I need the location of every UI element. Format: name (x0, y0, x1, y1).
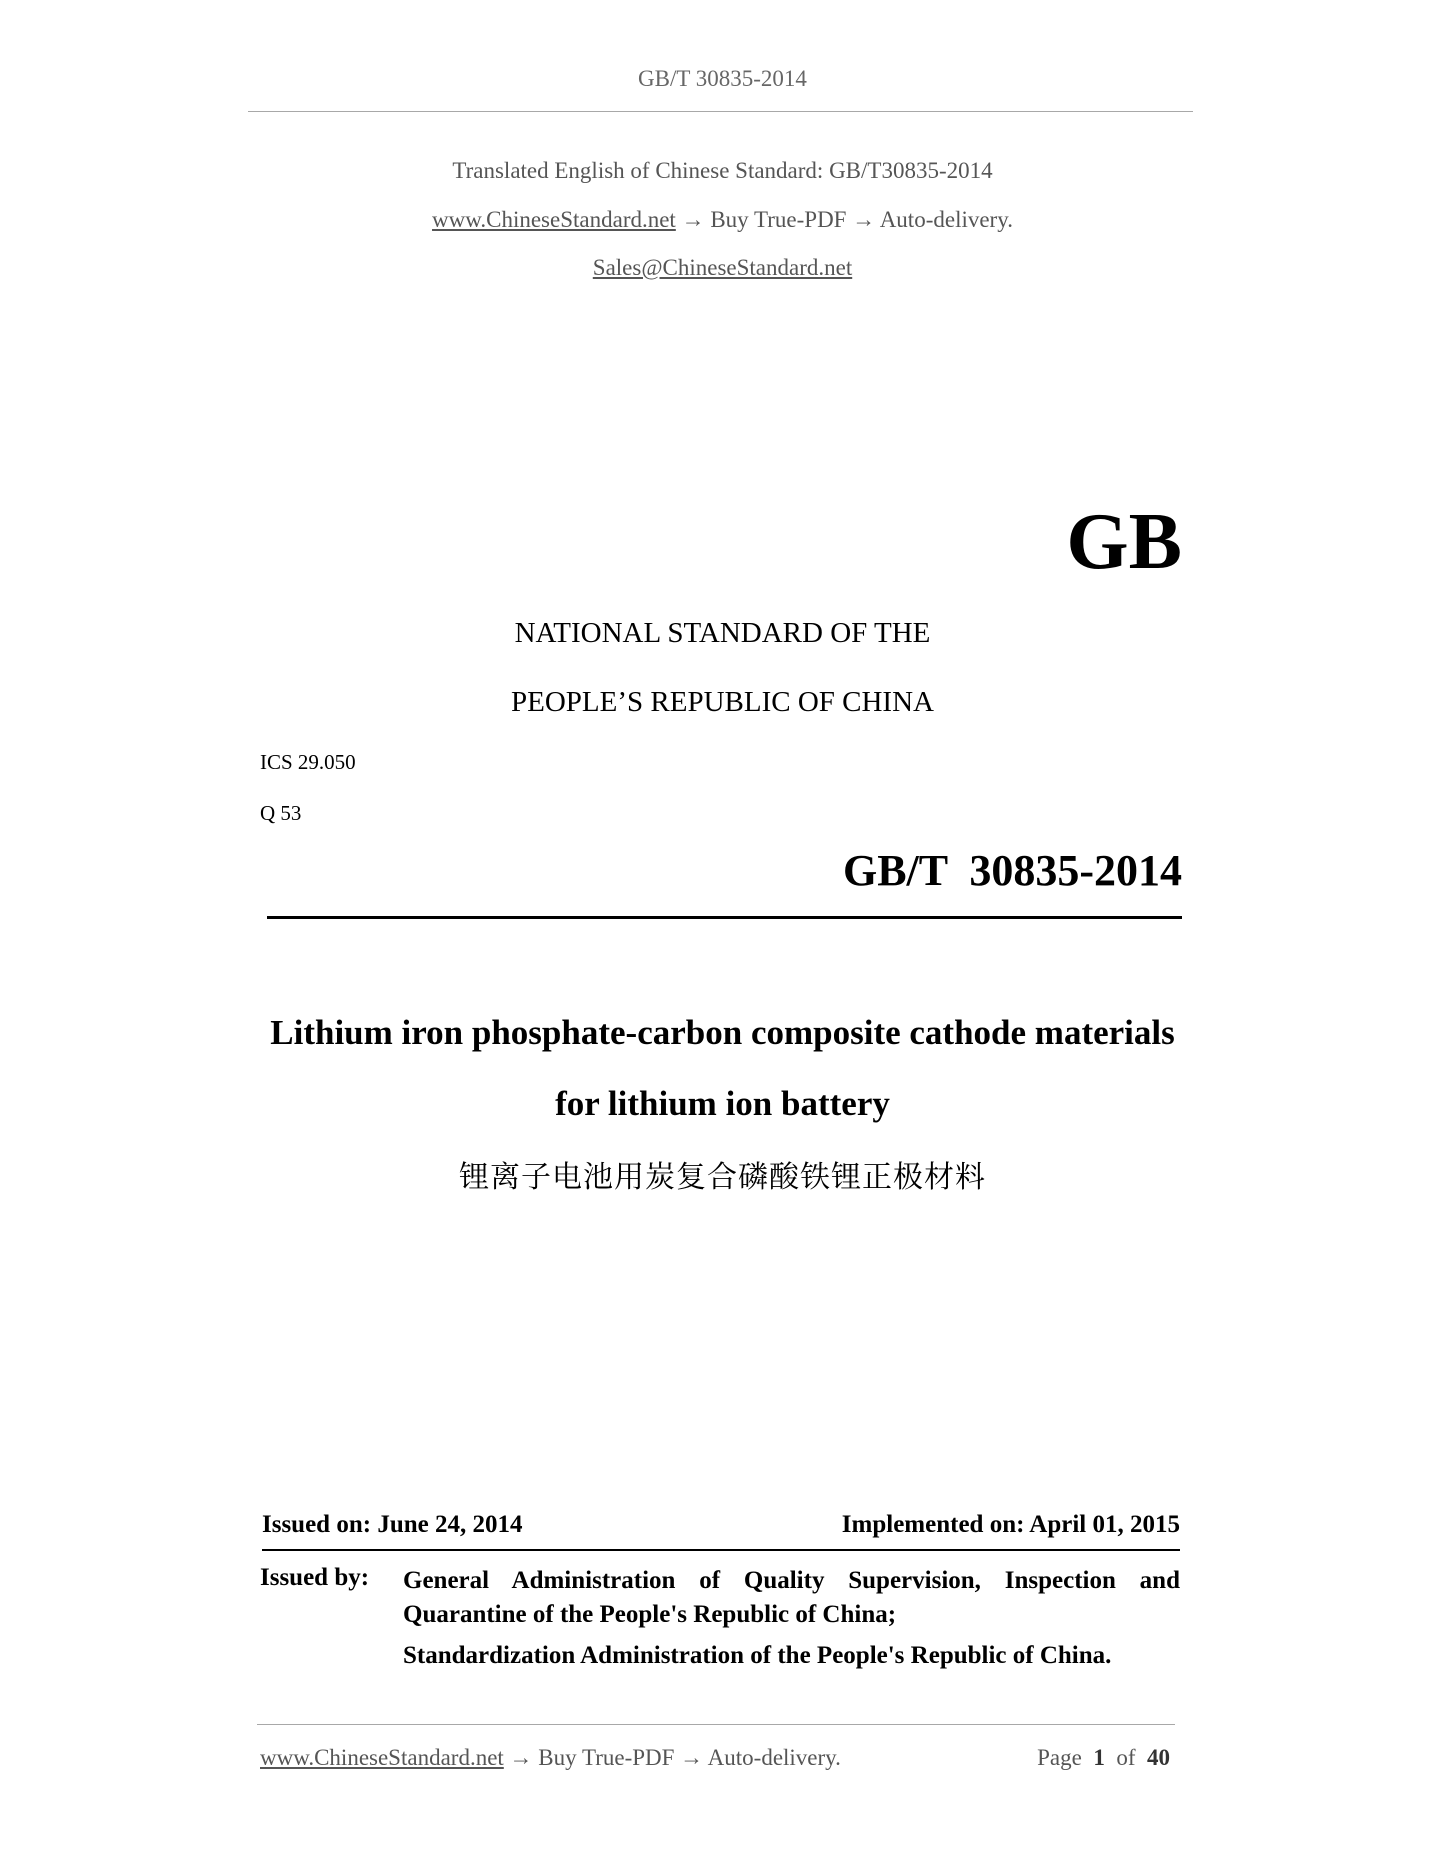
translation-note: Translated English of Chinese Standard: GB/T30835-2014 (452, 158, 993, 183)
footer-purchase-text: → Buy True-PDF → Auto-delivery. (503, 1745, 841, 1770)
national-standard-line2: PEOPLE’S REPUBLIC OF CHINA (511, 686, 934, 718)
title-chinese: 锂离子电池用炭复合磷酸铁锂正极材料 (459, 1161, 986, 1194)
header-divider (248, 111, 1193, 112)
implemented-on-date: Implemented on: April 01, 2015 (841, 1511, 1180, 1538)
page-total: 40 (1147, 1745, 1170, 1770)
page-of: of (1116, 1745, 1136, 1770)
issued-by-label: Issued by: (260, 1564, 370, 1591)
email-line (0, 255, 1445, 281)
purchase-line (0, 207, 1445, 233)
standard-number: GB/T 30835-2014 (842, 846, 1182, 895)
page-label: Page (1037, 1745, 1082, 1770)
sales-email-link[interactable]: Sales@ChineseStandard.net (592, 255, 853, 280)
title-english-line2: for lithium ion battery (555, 1084, 890, 1123)
classification-code: Q 53 (260, 801, 302, 825)
dates-rule (262, 1549, 1180, 1551)
footer-website-link[interactable]: www.ChineseStandard.net (260, 1745, 504, 1770)
gb-mark: GB (1066, 498, 1182, 586)
ics-code: ICS 29.050 (260, 750, 356, 774)
page-current: 1 (1093, 1745, 1105, 1770)
website-link[interactable]: www.ChineseStandard.net (432, 207, 676, 232)
purchase-text: → Buy True-PDF → Auto-delivery. (675, 207, 1013, 232)
issuing-org-1: General Administration of Quality Supervision, Inspection and Quarantine of the People's Republic of China; (403, 1567, 1180, 1628)
standard-number-rule (267, 916, 1182, 919)
running-header-code: GB/T 30835-2014 (638, 66, 807, 91)
footer-purchase-line (260, 1745, 841, 1771)
national-standard-line1: NATIONAL STANDARD OF THE (514, 617, 931, 649)
issued-on-date: Issued on: June 24, 2014 (262, 1511, 523, 1538)
title-english-line1: Lithium iron phosphate-carbon composite cathode materials (270, 1013, 1175, 1052)
page-indicator (1037, 1745, 1170, 1771)
footer-divider (257, 1724, 1175, 1725)
issuing-org-2: Standardization Administration of the People's Republic of China. (403, 1642, 1112, 1669)
